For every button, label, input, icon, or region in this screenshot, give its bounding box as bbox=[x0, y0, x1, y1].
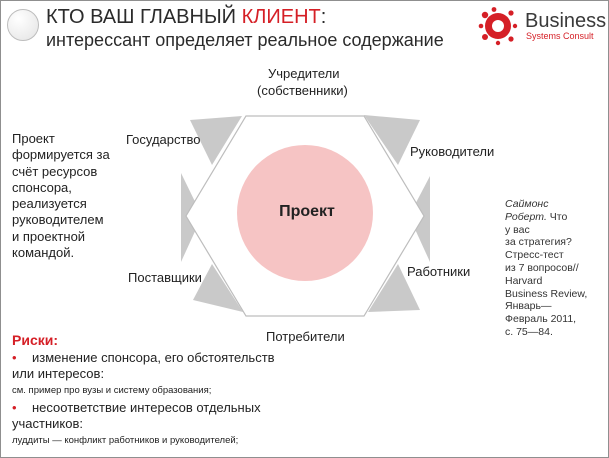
description-line: командой. bbox=[12, 245, 75, 261]
description-line: формируется за bbox=[12, 147, 110, 163]
project-label: Проект bbox=[279, 203, 335, 220]
bullet-icon: • bbox=[12, 350, 17, 365]
label-managers: Руководители bbox=[410, 144, 495, 159]
reference-line: из 7 вопросов// bbox=[505, 261, 579, 274]
risks-title: Риски: bbox=[12, 332, 59, 348]
bullet-icon: • bbox=[12, 400, 17, 415]
reference-note bbox=[505, 198, 595, 339]
reference-title: Что bbox=[546, 210, 568, 223]
reference-line: Январь— bbox=[505, 300, 552, 313]
reference-line: Февраль 2011, bbox=[505, 313, 577, 326]
description-line: реализуется bbox=[12, 196, 87, 212]
reference-title-line: за стратегия? bbox=[505, 236, 572, 249]
reference-author: Саймонс bbox=[505, 198, 549, 210]
risk-note: см. пример про вузы и систему образования; bbox=[12, 385, 212, 396]
risk-note: луддиты — конфликт работников и руководителей; bbox=[12, 435, 239, 446]
reference-title-line: у вас bbox=[505, 223, 530, 236]
label-workers: Работники bbox=[407, 264, 471, 279]
risk-text-cont: участников: bbox=[12, 416, 83, 431]
risk-text: изменение спонсора, его обстоятельств bbox=[32, 350, 275, 365]
slide-subtitle: интерессант определяет реальное содержание bbox=[46, 30, 444, 50]
reference-line: Business Review, bbox=[505, 287, 588, 300]
logo-name: Business bbox=[525, 10, 607, 32]
title-suffix: : bbox=[320, 6, 327, 28]
label-owners: (собственники) bbox=[257, 83, 348, 98]
risk-item bbox=[12, 400, 312, 416]
description-line: спонсора, bbox=[12, 179, 72, 195]
title-prefix: КТО ВАШ ГЛАВНЫЙ bbox=[46, 6, 242, 28]
reference-line: Стресс-тест bbox=[505, 249, 564, 262]
risk-text: несоответствие интересов отдельных bbox=[32, 400, 261, 415]
logo-tagline: Systems Consult bbox=[526, 31, 594, 41]
title-highlight: КЛИЕНТ bbox=[241, 6, 321, 28]
description-line: счёт ресурсов bbox=[12, 163, 98, 179]
reference-line: с. 75—84. bbox=[505, 325, 553, 338]
label-state: Государство bbox=[126, 132, 201, 147]
reference-line: Harvard bbox=[505, 274, 543, 287]
risks-section bbox=[12, 332, 312, 450]
description-line: руководителем bbox=[12, 212, 104, 228]
project-description bbox=[12, 131, 127, 261]
description-line: Проект bbox=[12, 131, 55, 146]
reference-author-name: Роберт. bbox=[505, 210, 547, 223]
label-consumers: Потребители bbox=[266, 329, 345, 344]
risk-text-cont: или интересов: bbox=[12, 366, 105, 381]
label-suppliers: Поставщики bbox=[128, 270, 202, 285]
label-founders: Учредители bbox=[268, 66, 340, 81]
risk-item bbox=[12, 350, 312, 366]
description-line: и проектной bbox=[12, 228, 86, 244]
